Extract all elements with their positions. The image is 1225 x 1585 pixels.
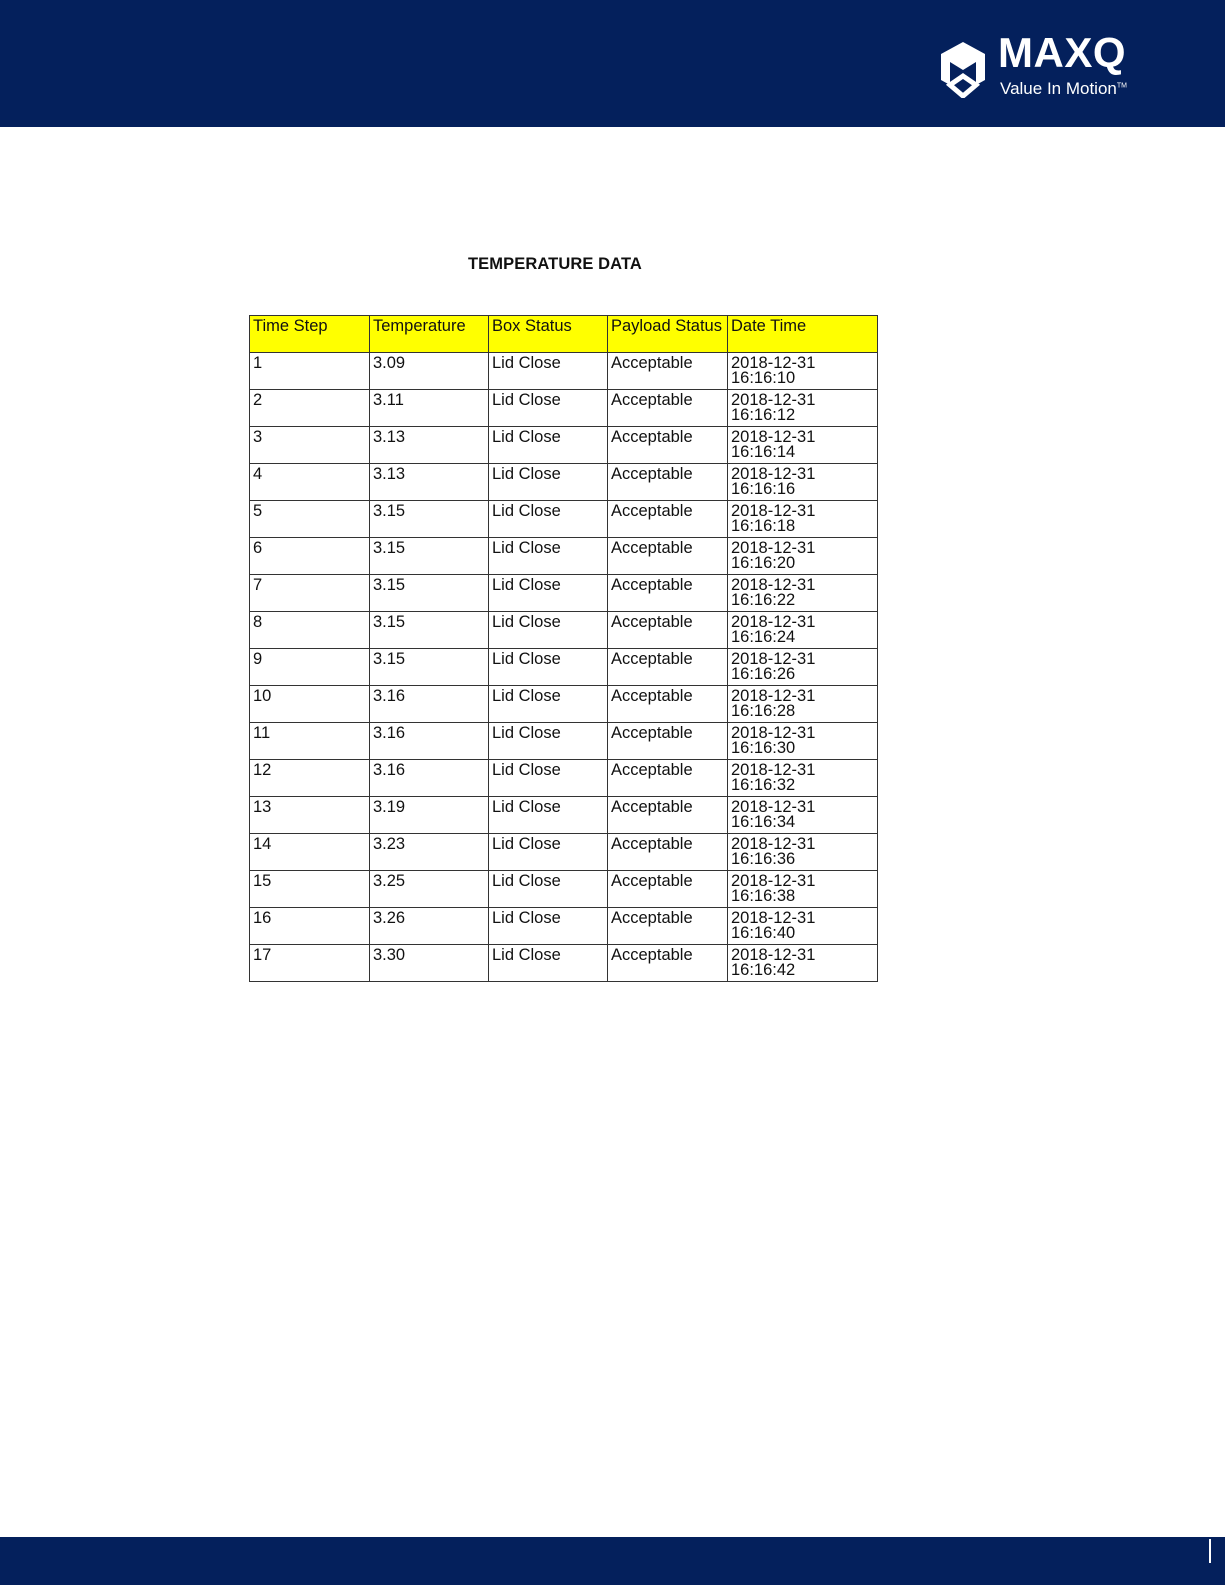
cell-date-time: 2018-12-31 16:16:20 <box>728 538 878 575</box>
table-row <box>250 908 878 945</box>
cell-temperature: 3.13 <box>370 427 489 464</box>
cell-time-step: 11 <box>250 723 370 760</box>
cell-payload-status: Acceptable <box>608 353 728 390</box>
cell-temperature: 3.15 <box>370 612 489 649</box>
cell-time-step: 3 <box>250 427 370 464</box>
cell-temperature: 3.15 <box>370 649 489 686</box>
cell-payload-status: Acceptable <box>608 723 728 760</box>
cell-date-time: 2018-12-31 16:16:22 <box>728 575 878 612</box>
cell-date-time: 2018-12-31 16:16:34 <box>728 797 878 834</box>
cell-date-time: 2018-12-31 16:16:42 <box>728 945 878 982</box>
cell-box-status: Lid Close <box>489 834 608 871</box>
cell-box-status: Lid Close <box>489 723 608 760</box>
cell-payload-status: Acceptable <box>608 797 728 834</box>
cell-payload-status: Acceptable <box>608 501 728 538</box>
cell-date-time: 2018-12-31 16:16:40 <box>728 908 878 945</box>
cell-payload-status: Acceptable <box>608 834 728 871</box>
cell-box-status: Lid Close <box>489 390 608 427</box>
table-row <box>250 427 878 464</box>
cell-temperature: 3.19 <box>370 797 489 834</box>
table-row <box>250 723 878 760</box>
cell-temperature: 3.26 <box>370 908 489 945</box>
cell-time-step: 6 <box>250 538 370 575</box>
table-row <box>250 501 878 538</box>
table-row <box>250 760 878 797</box>
cell-time-step: 2 <box>250 390 370 427</box>
cell-temperature: 3.15 <box>370 501 489 538</box>
table-row <box>250 538 878 575</box>
cell-date-time: 2018-12-31 16:16:38 <box>728 871 878 908</box>
table-row <box>250 797 878 834</box>
cell-temperature: 3.13 <box>370 464 489 501</box>
cell-time-step: 5 <box>250 501 370 538</box>
cell-temperature: 3.30 <box>370 945 489 982</box>
cell-payload-status: Acceptable <box>608 390 728 427</box>
cell-box-status: Lid Close <box>489 464 608 501</box>
cell-payload-status: Acceptable <box>608 760 728 797</box>
cell-payload-status: Acceptable <box>608 871 728 908</box>
temperature-data-table <box>249 315 878 982</box>
cell-temperature: 3.15 <box>370 538 489 575</box>
cell-time-step: 13 <box>250 797 370 834</box>
cell-time-step: 16 <box>250 908 370 945</box>
cell-box-status: Lid Close <box>489 760 608 797</box>
cell-time-step: 17 <box>250 945 370 982</box>
footer-banner <box>0 1537 1225 1585</box>
cell-box-status: Lid Close <box>489 686 608 723</box>
cell-date-time: 2018-12-31 16:16:16 <box>728 464 878 501</box>
cell-payload-status: Acceptable <box>608 686 728 723</box>
cell-payload-status: Acceptable <box>608 945 728 982</box>
cell-time-step: 10 <box>250 686 370 723</box>
table-row <box>250 464 878 501</box>
cell-payload-status: Acceptable <box>608 649 728 686</box>
footer-divider <box>1209 1539 1211 1563</box>
brand-name: MAXQ <box>998 29 1126 76</box>
header-banner <box>0 0 1225 127</box>
cell-temperature: 3.16 <box>370 760 489 797</box>
cell-payload-status: Acceptable <box>608 427 728 464</box>
cell-date-time: 2018-12-31 16:16:14 <box>728 427 878 464</box>
cell-time-step: 12 <box>250 760 370 797</box>
cell-date-time: 2018-12-31 16:16:18 <box>728 501 878 538</box>
maxq-logo-icon <box>938 40 988 98</box>
cell-box-status: Lid Close <box>489 427 608 464</box>
table-body <box>250 353 878 982</box>
cell-temperature: 3.16 <box>370 686 489 723</box>
cell-time-step: 1 <box>250 353 370 390</box>
cell-time-step: 4 <box>250 464 370 501</box>
cell-box-status: Lid Close <box>489 871 608 908</box>
cell-temperature: 3.16 <box>370 723 489 760</box>
cell-time-step: 8 <box>250 612 370 649</box>
cell-payload-status: Acceptable <box>608 908 728 945</box>
cell-box-status: Lid Close <box>489 501 608 538</box>
column-header-box-status: Box Status <box>489 316 608 353</box>
table-row <box>250 834 878 871</box>
column-header-payload-status: Payload Status <box>608 316 728 353</box>
brand-tagline: Value In Motion™ <box>1000 79 1127 98</box>
cell-payload-status: Acceptable <box>608 575 728 612</box>
cell-box-status: Lid Close <box>489 353 608 390</box>
cell-time-step: 14 <box>250 834 370 871</box>
column-header-date-time: Date Time <box>728 316 878 353</box>
column-header-time-step: Time Step <box>250 316 370 353</box>
maxq-logo <box>938 29 1158 100</box>
document-title: TEMPERATURE DATA <box>468 255 642 273</box>
cell-date-time: 2018-12-31 16:16:28 <box>728 686 878 723</box>
cell-box-status: Lid Close <box>489 612 608 649</box>
cell-box-status: Lid Close <box>489 797 608 834</box>
cell-date-time: 2018-12-31 16:16:12 <box>728 390 878 427</box>
cell-box-status: Lid Close <box>489 538 608 575</box>
cell-temperature: 3.25 <box>370 871 489 908</box>
cell-payload-status: Acceptable <box>608 612 728 649</box>
cell-date-time: 2018-12-31 16:16:26 <box>728 649 878 686</box>
table-row <box>250 390 878 427</box>
table-row <box>250 575 878 612</box>
cell-date-time: 2018-12-31 16:16:10 <box>728 353 878 390</box>
column-header-temperature: Temperature <box>370 316 489 353</box>
cell-box-status: Lid Close <box>489 649 608 686</box>
table-row <box>250 612 878 649</box>
cell-temperature: 3.09 <box>370 353 489 390</box>
table-row <box>250 686 878 723</box>
table-header-row <box>250 316 878 353</box>
table-row <box>250 871 878 908</box>
cell-temperature: 3.15 <box>370 575 489 612</box>
cell-date-time: 2018-12-31 16:16:30 <box>728 723 878 760</box>
table-row <box>250 353 878 390</box>
cell-time-step: 15 <box>250 871 370 908</box>
cell-box-status: Lid Close <box>489 908 608 945</box>
cell-temperature: 3.11 <box>370 390 489 427</box>
cell-date-time: 2018-12-31 16:16:24 <box>728 612 878 649</box>
cell-payload-status: Acceptable <box>608 538 728 575</box>
cell-time-step: 9 <box>250 649 370 686</box>
cell-time-step: 7 <box>250 575 370 612</box>
cell-box-status: Lid Close <box>489 945 608 982</box>
cell-temperature: 3.23 <box>370 834 489 871</box>
cell-payload-status: Acceptable <box>608 464 728 501</box>
cell-date-time: 2018-12-31 16:16:36 <box>728 834 878 871</box>
cell-box-status: Lid Close <box>489 575 608 612</box>
cell-date-time: 2018-12-31 16:16:32 <box>728 760 878 797</box>
table-row <box>250 649 878 686</box>
table-row <box>250 945 878 982</box>
